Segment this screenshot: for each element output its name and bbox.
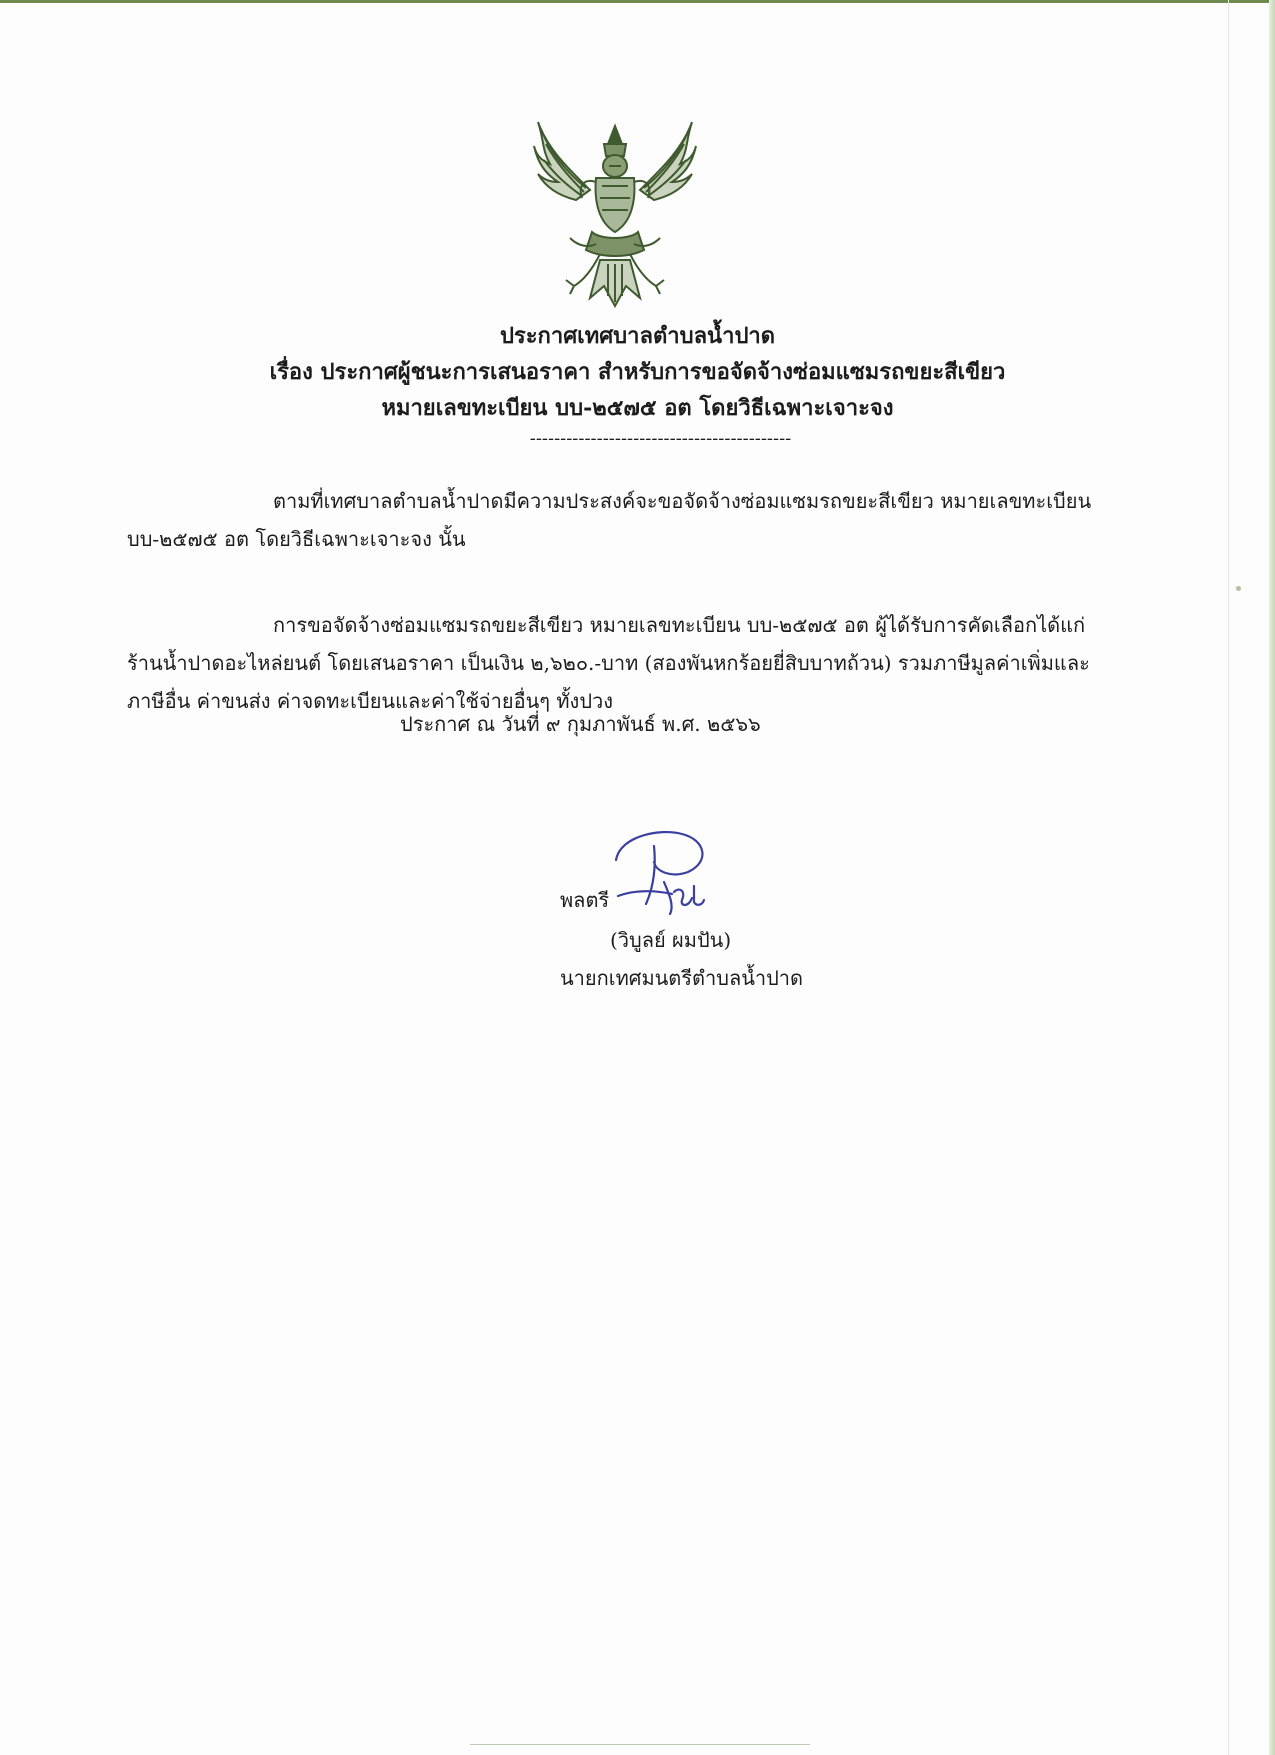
scan-speck bbox=[1236, 586, 1241, 591]
scan-top-edge bbox=[0, 0, 1275, 3]
scan-fold-line bbox=[1228, 0, 1229, 1755]
paragraph-line: บบ-๒๕๗๕ อต โดยวิธีเฉพาะเจาะจง นั้น bbox=[127, 527, 466, 551]
signer-rank: พลตรี bbox=[560, 888, 610, 912]
signer-position: นายกเทศมนตรีตำบลน้ำปาด bbox=[560, 966, 804, 990]
announcement-date: ประกาศ ณ วันที่ ๙ กุมภาพันธ์ พ.ศ. ๒๕๖๖ bbox=[400, 712, 761, 736]
scan-right-edge bbox=[1269, 0, 1275, 1755]
announcement-title: ประกาศเทศบาลตำบลน้ำปาด bbox=[499, 323, 776, 349]
paragraph-line: ภาษีอื่น ค่าขนส่ง ค่าจดทะเบียนและค่าใช้จ่ายอื่นๆ ทั้งปวง bbox=[127, 689, 614, 713]
handwritten-signature-icon bbox=[610, 826, 730, 920]
paragraph-line: การขอจัดจ้างซ่อมแซมรถขยะสีเขียว หมายเลขทะเบียน บบ-๒๕๗๕ อต ผู้ได้รับการคัดเลือกได้แก่ bbox=[273, 613, 1086, 637]
paragraph-line: ตามที่เทศบาลตำบลน้ำปาดมีความประสงค์จะขอจัดจ้างซ่อมแซมรถขยะสีเขียว หมายเลขทะเบียน bbox=[273, 489, 1092, 513]
paragraph-winner bbox=[127, 606, 1112, 720]
scan-bottom-mark bbox=[470, 1744, 810, 1753]
announcement-subject-cont: หมายเลขทะเบียน บบ-๒๕๗๕ อต โดยวิธีเฉพาะเจาะจง bbox=[381, 395, 894, 421]
signer-name: (วิบูลย์ ผมปัน) bbox=[610, 928, 732, 952]
announcement-header bbox=[0, 318, 1275, 452]
header-divider: ------------------------------------------- bbox=[529, 428, 792, 449]
garuda-emblem-icon bbox=[530, 120, 700, 308]
paragraph-background bbox=[127, 482, 1112, 558]
paragraph-line: ร้านน้ำปาดอะไหล่ยนต์ โดยเสนอราคา เป็นเงิน ๒,๖๒๐.-บาท (สองพันหกร้อยยี่สิบบาทถ้วน) รวมภาษีมูลค่าเพิ่มและ bbox=[127, 651, 1090, 675]
announcement-subject: เรื่อง ประกาศผู้ชนะการเสนอราคา สำหรับการขอจัดจ้างซ่อมแซมรถขยะสีเขียว bbox=[269, 359, 1006, 385]
